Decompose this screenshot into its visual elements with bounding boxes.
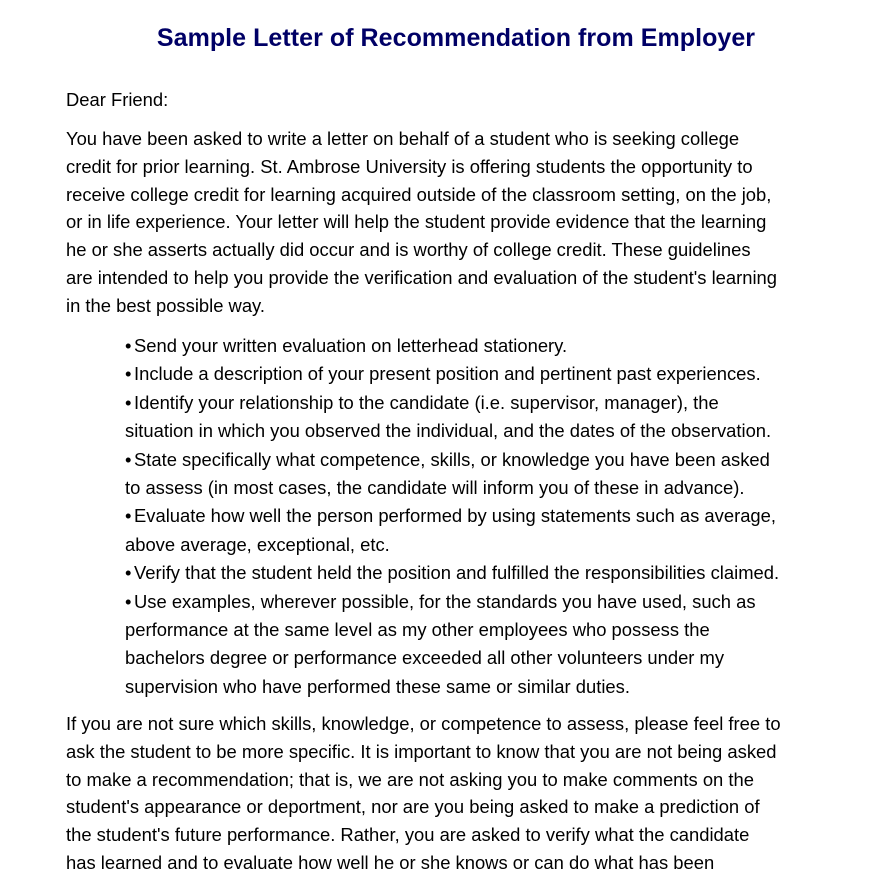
paragraph-line: to make a recommendation; that is, we are not asking you to make comments on the: [66, 768, 754, 790]
list-item-text: Verify that the student held the position and fulfilled the responsibilities claimed.: [134, 562, 780, 584]
guidelines-list: [125, 332, 865, 701]
bullet-icon: •: [125, 590, 132, 612]
paragraph-line: the student's future performance. Rather, you are asked to verify what the candidate: [66, 824, 750, 846]
list-item: [125, 332, 865, 360]
list-item-text: supervision who have performed these same or similar duties.: [125, 675, 630, 697]
list-item: [125, 389, 865, 446]
intro-paragraph: [66, 125, 856, 320]
list-item-text: bachelors degree or performance exceeded all other volunteers under my: [125, 647, 725, 669]
bullet-icon: •: [125, 562, 132, 584]
bullet-icon: •: [125, 505, 132, 527]
list-item-text: State specifically what competence, skills, or knowledge you have been asked: [134, 448, 770, 470]
paragraph-line: in the best possible way.: [66, 294, 266, 316]
list-item-text: to assess (in most cases, the candidate will inform you of these in advance).: [125, 477, 745, 499]
paragraph-line: student's appearance or deportment, nor are you being asked to make a prediction of: [66, 796, 760, 818]
list-item: [125, 502, 865, 559]
paragraph-line: credit for prior learning. St. Ambrose University is offering students the opportunity to: [66, 155, 753, 177]
list-item: [125, 559, 865, 587]
list-item: [125, 360, 865, 388]
list-item: [125, 446, 865, 503]
list-item-text: Evaluate how well the person performed by using statements such as average,: [134, 505, 776, 527]
paragraph-line: are intended to help you provide the verification and evaluation of the student's learning: [66, 266, 778, 288]
paragraph-line: he or she asserts actually did occur and is worthy of college credit. These guidelines: [66, 239, 751, 261]
bullet-icon: •: [125, 448, 132, 470]
bullet-icon: •: [125, 391, 132, 413]
paragraph-line: If you are not sure which skills, knowledge, or competence to assess, please feel free to: [66, 713, 781, 734]
document-title: Sample Letter of Recommendation from Employer: [156, 24, 756, 52]
closing-paragraph: [66, 710, 856, 877]
list-item-text: Use examples, wherever possible, for the standards you have used, such as: [134, 590, 756, 612]
list-item-text: above average, exceptional, etc.: [125, 533, 390, 555]
list-item-text: Identify your relationship to the candidate (i.e. supervisor, manager), the: [134, 391, 719, 413]
paragraph-line: or in life experience. Your letter will help the student provide evidence that the learning: [66, 211, 767, 233]
bullet-icon: •: [125, 335, 132, 356]
paragraph-line: has learned and to evaluate how well he or she knows or can do what has been: [66, 851, 715, 873]
paragraph-line: receive college credit for learning acquired outside of the classroom setting, on the job,: [66, 183, 772, 205]
paragraph-line: You have been asked to write a letter on behalf of a student who is seeking college: [66, 128, 740, 149]
bullet-icon: •: [125, 363, 132, 385]
list-item: [125, 588, 865, 702]
greeting: Dear Friend:: [66, 89, 169, 110]
list-item-text: situation in which you observed the individual, and the dates of the observation.: [125, 420, 772, 442]
paragraph-line: ask the student to be more specific. It is important to know that you are not being asked: [66, 740, 777, 762]
list-item-text: Include a description of your present position and pertinent past experiences.: [134, 363, 761, 385]
list-item-text: Send your written evaluation on letterhead stationery.: [134, 335, 568, 356]
list-item-text: performance at the same level as my other employees who possess the: [125, 619, 710, 641]
